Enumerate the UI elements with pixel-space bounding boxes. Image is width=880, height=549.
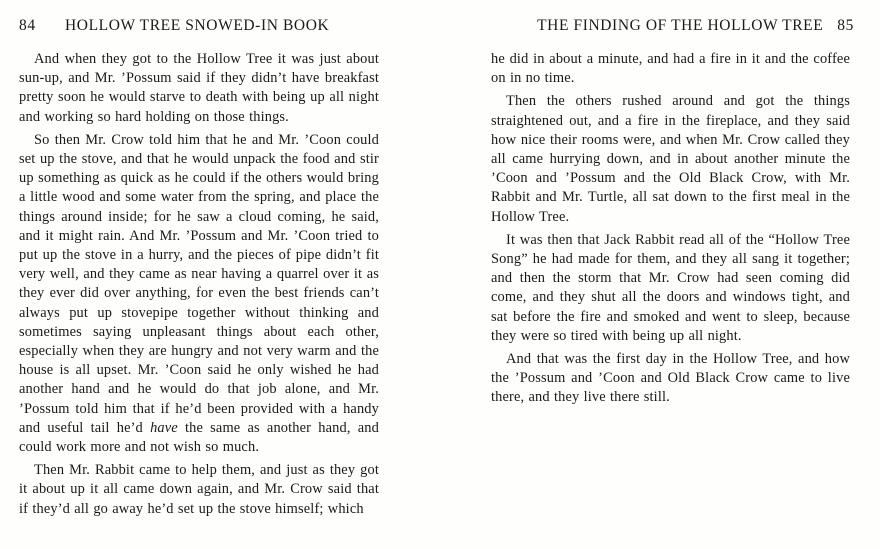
paragraph: Then the others rushed around and got the things straightened out, and a fire in the fireplace, and they said how nice their rooms were, and when Mr. Crow called they all came hurrying down, and in about another minute the ’Coon and ’Possum and the Old Black Crow, with Mr. Rabbit and Mr. Turtle, all sat down to the first meal in the Hollow Tree. bbox=[491, 93, 850, 225]
right-page bbox=[440, 0, 880, 549]
paragraph-text: So then Mr. Crow told him that he and Mr. ’Coon could set up the stove, and that he would unpack the food and stir up something as quick as he could if the others would bring a little wood and some water from the spring, and place the things around inside; for he saw a cloud coming, he said, and it might rain. And Mr. ’Possum and Mr. ’Coon tried to put up the stove in a hurry, and the pieces of pipe didn’t fit very well, and they came as near having a quarrel over it as they ever did over anything, for even the best friends can’t always put up stovepipe together without thinking and sometimes saying unpleasant things about each other, especially when they are hungry and not very warm and the house is all upset. Mr. ’Coon said he only wished he had another hand and he would do that job alone, and Mr. ’Possum told him that if he’d been provided with a handy and useful tail he’d bbox=[19, 131, 379, 436]
running-head-title: HOLLOW TREE SNOWED-IN BOOK bbox=[65, 17, 330, 34]
paragraph: And when they got to the Hollow Tree it was just about sun-up, and Mr. ’Possum said if they didn’t have breakfast pretty soon he would starve to death with being up all night and working so hard holding on those things. bbox=[19, 51, 379, 125]
emphasized-word: have bbox=[150, 419, 178, 436]
right-page-body bbox=[491, 50, 850, 408]
paragraph: It was then that Jack Rabbit read all of the “Hollow Tree Song” he had made for them, and they all sang it together; and then the storm that Mr. Crow had seen coming did come, and they shut all the doors and windows tight, and sat before the fire and smoked and went to sleep, because they were so tired with being up all night. bbox=[491, 231, 850, 344]
paragraph: And that was the first day in the Hollow Tree, and how the ’Possum and ’Coon and Old Black Crow came to live there, and they live there still. bbox=[491, 351, 850, 406]
paragraph: he did in about a minute, and had a fire in it and the coffee on in no time. bbox=[491, 51, 850, 87]
paragraph-text: the same as another hand, and could work more and not wish so much. bbox=[19, 419, 379, 456]
page-number: 85 bbox=[837, 17, 854, 34]
running-head-title: THE FINDING OF THE HOLLOW TREE bbox=[537, 17, 824, 34]
left-page-body bbox=[19, 50, 379, 519]
page-number: 84 bbox=[19, 17, 36, 34]
left-running-head bbox=[19, 17, 329, 35]
paragraph bbox=[19, 131, 379, 457]
right-running-head bbox=[537, 17, 854, 35]
paragraph: Then Mr. Rabbit came to help them, and just as they got it about up it all came down again, and Mr. Crow said that if they’d all go away he’d set up the stove himself; which bbox=[19, 462, 379, 517]
